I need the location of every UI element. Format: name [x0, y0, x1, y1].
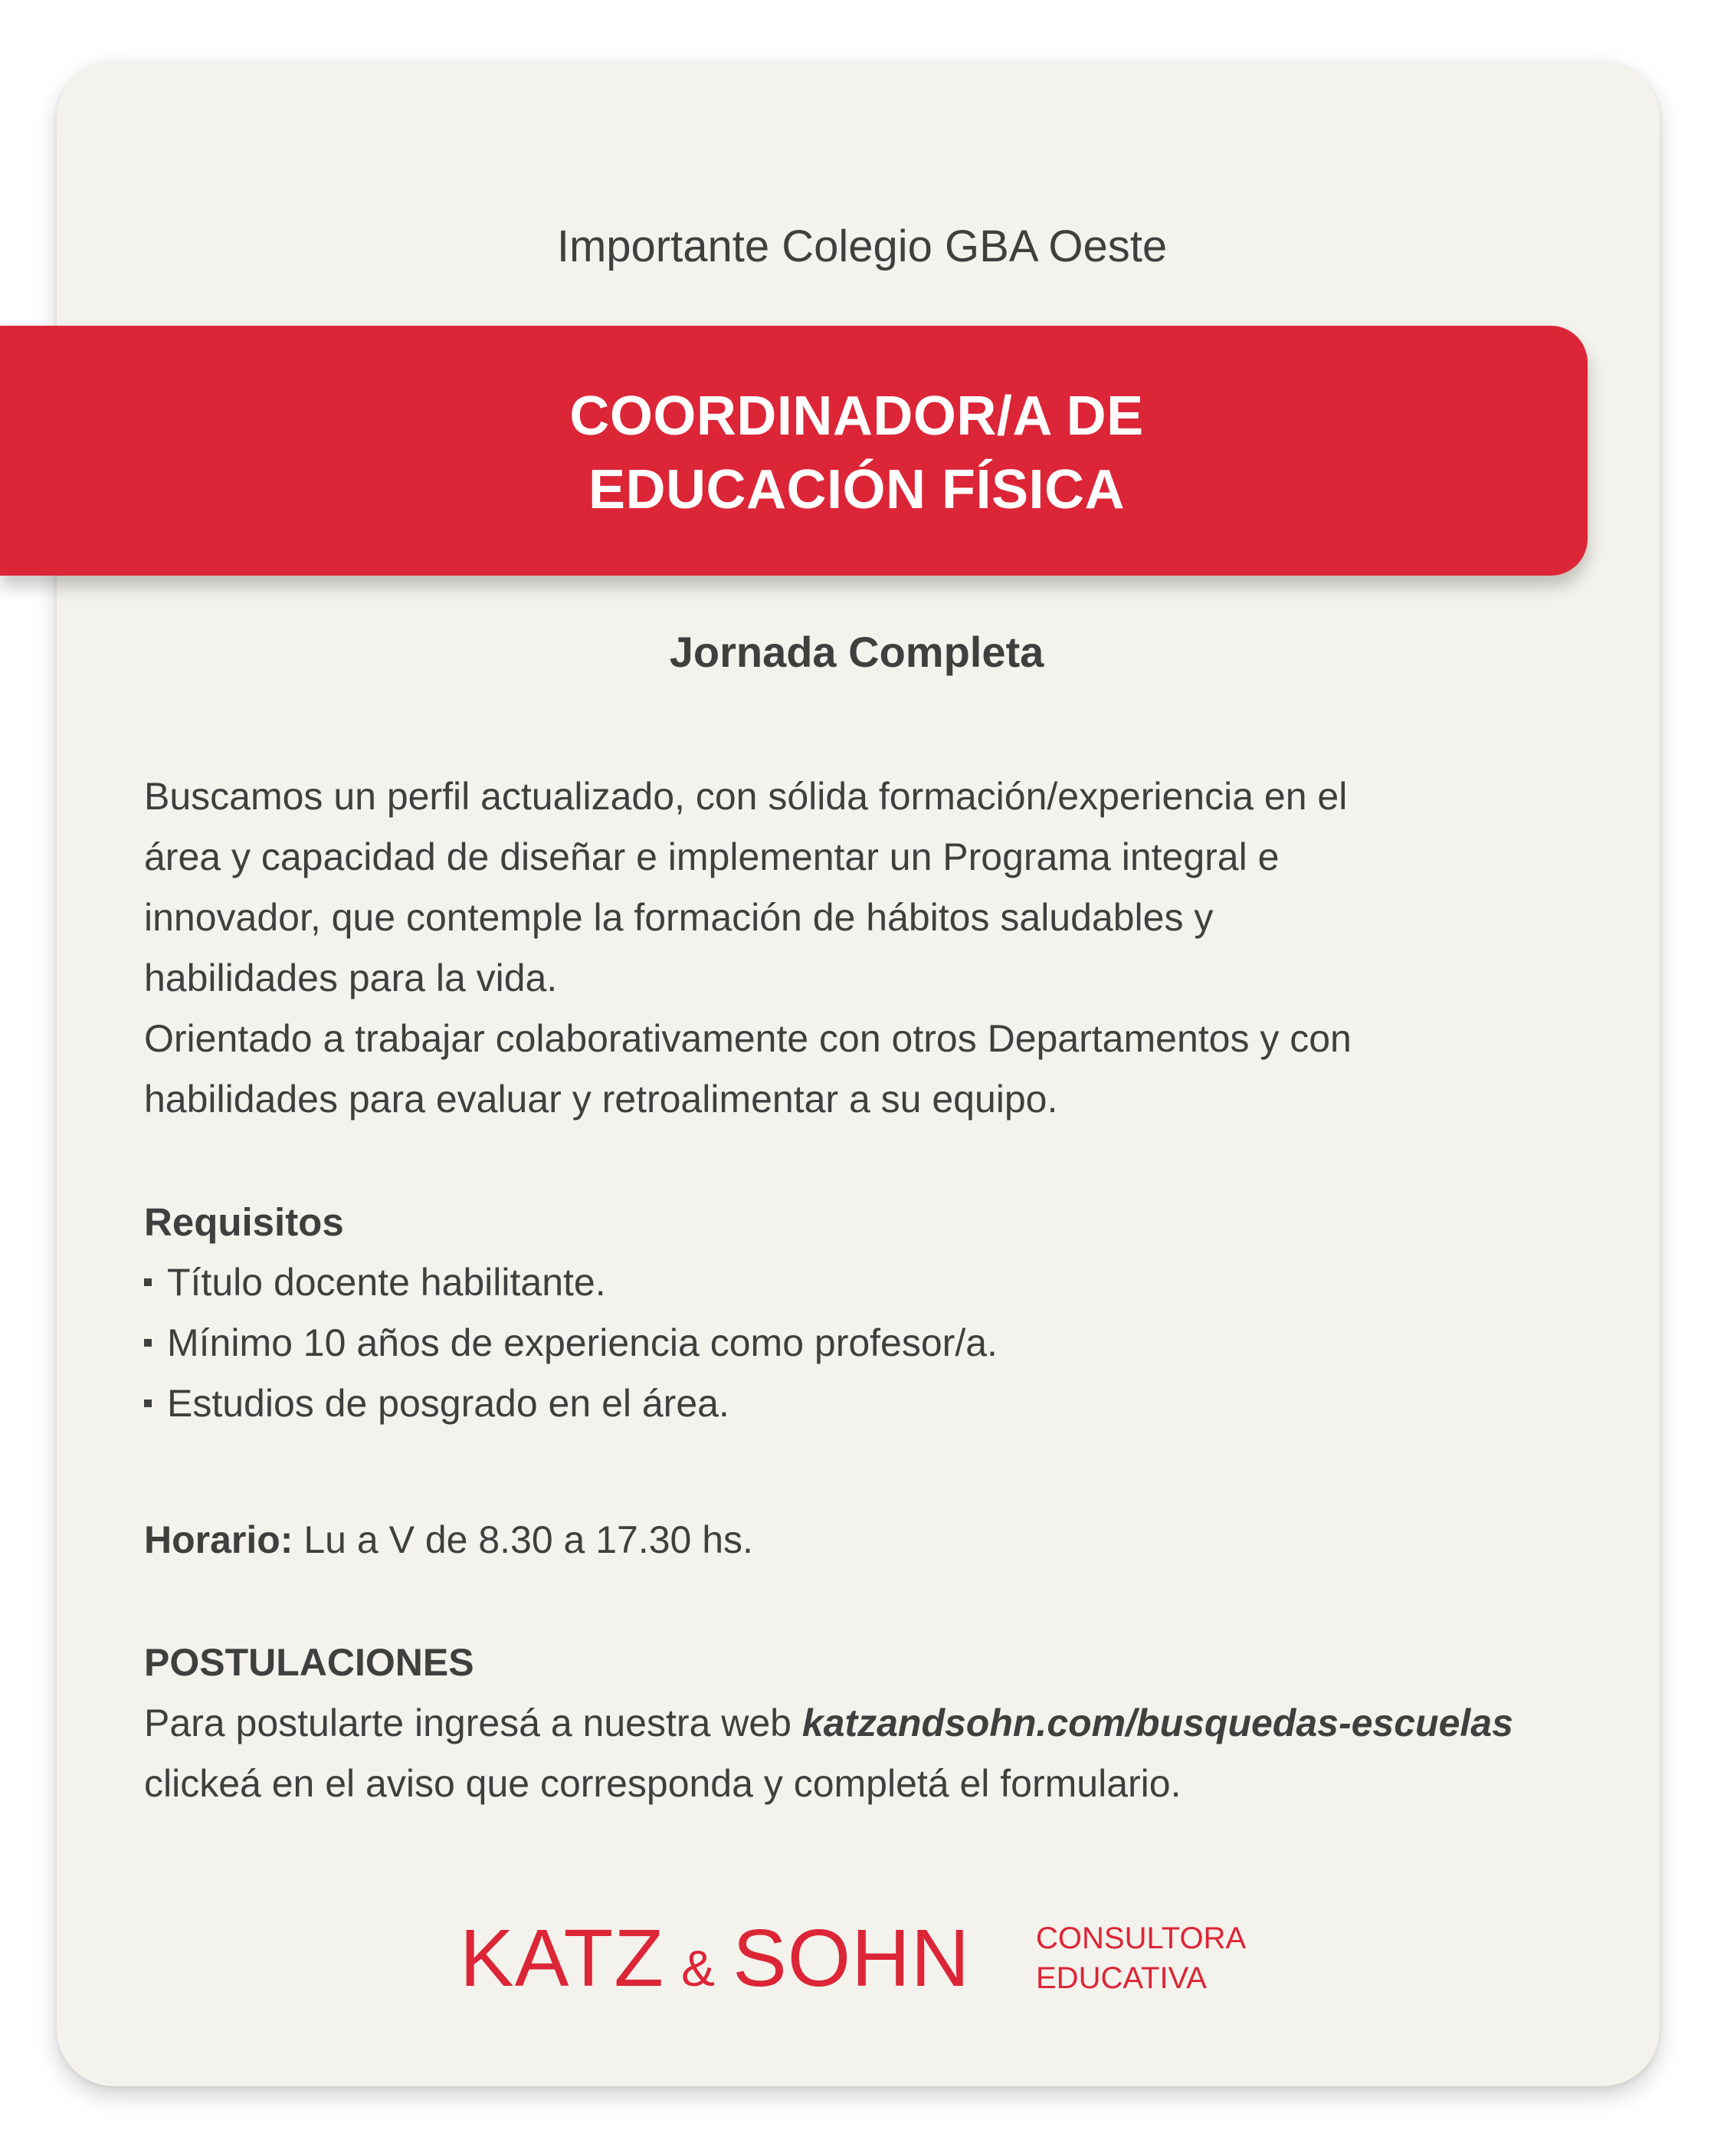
description-line: Orientado a trabajar colaborativamente con otros Departamentos y con [144, 1017, 1352, 1060]
schedule-line [144, 1510, 1600, 1570]
logo-ampersand: & [681, 1940, 716, 1997]
logo-tagline: CONSULTORA EDUCATIVA [1036, 1921, 1247, 1995]
job-title-line-2: EDUCACIÓN FÍSICA [588, 459, 1125, 520]
schedule-label: Horario: [144, 1518, 293, 1561]
applications-section [144, 1633, 1600, 1814]
requirements-title: Requisitos [144, 1200, 344, 1244]
schedule-section [144, 1510, 1600, 1570]
description-line: innovador, que contemple la formación de hábitos saludables y [144, 896, 1214, 939]
bullet-icon [144, 1400, 152, 1407]
schedule-value: Lu a V de 8.30 a 17.30 hs. [303, 1518, 753, 1561]
applications-line-2: clickeá en el aviso que corresponda y completá el formulario. [144, 1762, 1182, 1805]
requirement-item: Título docente habilitante. [144, 1252, 1600, 1313]
job-title [0, 379, 1713, 527]
description [144, 766, 1600, 1130]
school-subtitle: Importante Colegio GBA Oeste [556, 222, 1168, 271]
bullet-icon [144, 1339, 152, 1347]
bullet-icon [144, 1278, 152, 1286]
applications-line-1: Para postularte ingresá a nuestra web katzandsohn.com/busquedas-escuelas [144, 1702, 1513, 1744]
schedule-type: Jornada Completa [669, 628, 1044, 676]
applications-title: POSTULACIONES [144, 1641, 474, 1684]
job-title-line-1: COORDINADOR/A DE [569, 386, 1144, 447]
requirements-section [144, 1192, 1600, 1434]
description-line: habilidades para la vida. [144, 957, 558, 999]
requirement-item: Mínimo 10 años de experiencia como profesor/a. [144, 1313, 1600, 1373]
description-line: habilidades para evaluar y retroalimentar a su equipo. [144, 1078, 1058, 1121]
description-line: área y capacidad de diseñar e implementar un Programa integral e [144, 835, 1280, 878]
requirement-item: Estudios de posgrado en el área. [144, 1373, 1600, 1434]
description-line: Buscamos un perfil actualizado, con sólida formación/experiencia en el [144, 775, 1348, 818]
logo-wordmark: KATZ & SOHN [460, 1913, 971, 2003]
website-link[interactable]: katzandsohn.com/busquedas-escuelas [801, 1702, 1513, 1744]
